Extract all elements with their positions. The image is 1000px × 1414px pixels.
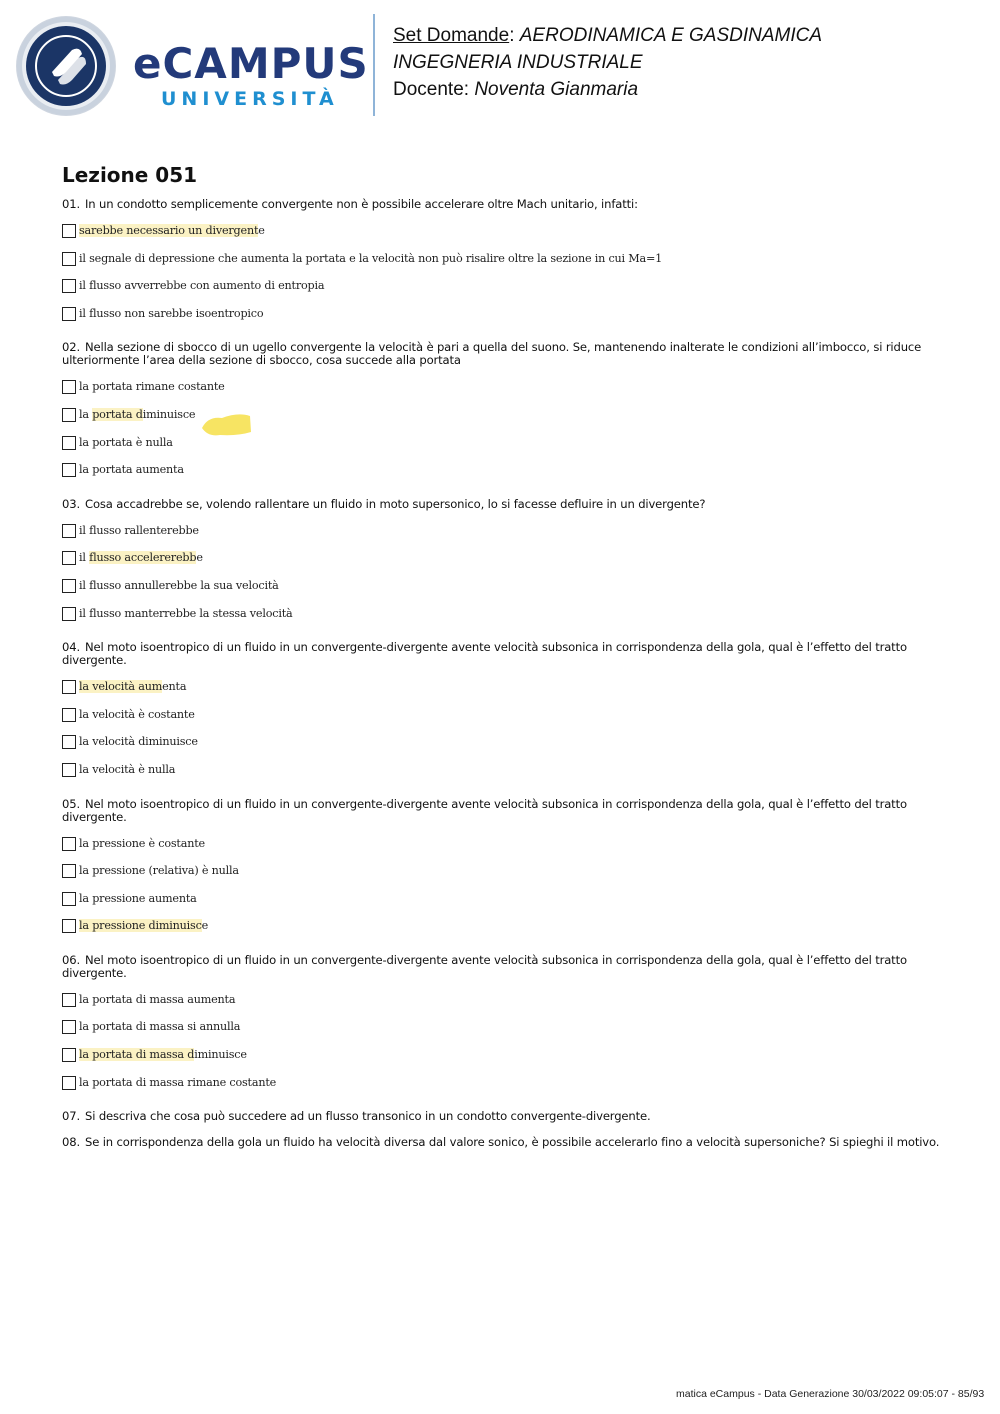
question-body: Nel moto isoentropico di un fluido in un convergente-divergente avente velocità subsonica in corrispondenza della gola, qual è l’effetto del tratto divergente. bbox=[62, 952, 907, 980]
answer-label bbox=[79, 524, 199, 538]
answer-label bbox=[79, 680, 186, 694]
answer-text-pre: il flusso rallenterebbe bbox=[79, 523, 199, 537]
brand-wordmark bbox=[133, 39, 369, 110]
answer-text-post: e bbox=[196, 551, 203, 565]
question-number: 04. bbox=[62, 640, 80, 655]
question-8 bbox=[62, 1136, 942, 1149]
header-line-degree bbox=[393, 49, 822, 76]
answer-text-pre: il flusso non sarebbe isoentropico bbox=[79, 306, 264, 320]
question-text bbox=[62, 198, 942, 211]
question-body: Nella sezione di sbocco di un ugello convergente la velocità è pari a quella del suono. Se, mantenendo inalterate le condizioni all’imbocco, si riduce ulteriormente l’area della sezione di sbocco, cosa succede alla portata bbox=[62, 340, 922, 368]
degree-name: INGEGNERIA INDUSTRIALE bbox=[393, 52, 643, 73]
question-text bbox=[62, 954, 942, 980]
answer-option[interactable] bbox=[62, 307, 942, 335]
question-number: 03. bbox=[62, 496, 80, 511]
answer-option[interactable] bbox=[62, 735, 942, 763]
answer-option[interactable] bbox=[62, 463, 942, 491]
question-body: Nel moto isoentropico di un fluido in un convergente-divergente avente velocità subsonica in corrispondenza della gola, qual è l’effetto del tratto divergente. bbox=[62, 640, 907, 668]
answer-option[interactable] bbox=[62, 408, 942, 436]
lesson-title: Lezione 051 bbox=[62, 163, 198, 187]
question-body: Cosa accadrebbe se, volendo rallentare un fluido in moto supersonico, lo si facesse defluire in un divergente? bbox=[85, 496, 706, 511]
answer-label bbox=[79, 837, 205, 851]
answer-option[interactable] bbox=[62, 680, 942, 708]
answer-label bbox=[79, 607, 292, 621]
answer-checkbox[interactable] bbox=[62, 307, 76, 321]
question-6 bbox=[62, 954, 942, 1103]
answer-text-post: e bbox=[201, 919, 209, 933]
answer-checkbox[interactable] bbox=[62, 579, 76, 593]
answer-option[interactable] bbox=[62, 551, 942, 579]
answer-option[interactable] bbox=[62, 919, 942, 947]
answer-label bbox=[79, 252, 662, 266]
answer-label bbox=[79, 763, 175, 777]
course-name: AERODINAMICA E GASDINAMICA bbox=[519, 25, 823, 46]
answer-label bbox=[79, 993, 235, 1007]
answer-label bbox=[79, 1048, 247, 1062]
question-body: Se in corrispondenza della gola un fluido ha velocità diversa dal valore sonico, è possibile accelerarlo fino a velocità supersoniche? Si spieghi il motivo. bbox=[85, 1135, 940, 1150]
answer-checkbox[interactable] bbox=[62, 735, 76, 749]
brand-subtitle: UNIVERSITÀ bbox=[161, 88, 339, 110]
answer-checkbox[interactable] bbox=[62, 408, 76, 422]
answer-label bbox=[79, 551, 203, 565]
question-1 bbox=[62, 198, 942, 334]
answer-option[interactable] bbox=[62, 524, 942, 552]
set-label: Set Domande bbox=[393, 25, 510, 46]
question-4 bbox=[62, 641, 942, 790]
answer-text-pre: la portata aumenta bbox=[79, 463, 184, 477]
answer-checkbox[interactable] bbox=[62, 1076, 76, 1090]
answer-option[interactable] bbox=[62, 837, 942, 865]
question-text bbox=[62, 1110, 942, 1123]
answer-text-pre: la portata di massa si annulla bbox=[79, 1020, 241, 1034]
answer-checkbox[interactable] bbox=[62, 224, 76, 238]
answer-checkbox[interactable] bbox=[62, 993, 76, 1007]
answer-option[interactable] bbox=[62, 763, 942, 791]
answer-text-pre: il flusso avverrebbe con aumento di entropia bbox=[79, 279, 325, 293]
question-body: Si descriva che cosa può succedere ad un flusso transonico in un condotto convergente-divergente. bbox=[85, 1109, 651, 1124]
set-separator: : bbox=[509, 25, 520, 46]
highlighter-mark bbox=[198, 410, 254, 438]
question-text bbox=[62, 498, 942, 511]
answer-option[interactable] bbox=[62, 708, 942, 736]
answer-checkbox[interactable] bbox=[62, 380, 76, 394]
answer-option[interactable] bbox=[62, 993, 942, 1021]
question-number: 05. bbox=[62, 796, 80, 811]
question-text bbox=[62, 1136, 942, 1149]
answer-text-pre: il flusso manterrebbe la stessa velocità bbox=[79, 606, 293, 620]
answer-text-pre: la pressione è costante bbox=[79, 836, 205, 850]
answer-text-pre: la velocità diminuisce bbox=[79, 735, 198, 749]
answer-text-pre: il bbox=[79, 551, 90, 565]
answer-text-post: iminuisce bbox=[194, 1048, 247, 1062]
page-header bbox=[0, 0, 1000, 130]
questions-list bbox=[62, 198, 942, 1149]
answer-option[interactable] bbox=[62, 892, 942, 920]
answer-text-post: enta bbox=[162, 680, 187, 694]
answer-text-post: e bbox=[258, 224, 265, 237]
answer-label bbox=[79, 708, 195, 722]
answer-checkbox[interactable] bbox=[62, 607, 76, 621]
question-text bbox=[62, 798, 942, 824]
answer-checkbox[interactable] bbox=[62, 864, 76, 878]
answer-option[interactable] bbox=[62, 224, 942, 252]
page-footer: matica eCampus - Data Generazione 30/03/2022 09:05:07 - 85/93 bbox=[676, 1388, 985, 1400]
answer-option[interactable] bbox=[62, 436, 942, 464]
answer-checkbox[interactable] bbox=[62, 837, 76, 851]
answer-label bbox=[79, 919, 208, 933]
answer-text-pre: la portata di massa rimane costante bbox=[79, 1075, 277, 1089]
answer-option[interactable] bbox=[62, 864, 942, 892]
question-body: In un condotto semplicemente convergente non è possibile accelerare oltre Mach unitario, infatti: bbox=[85, 197, 638, 211]
answer-option[interactable] bbox=[62, 1076, 942, 1104]
answer-label bbox=[79, 579, 279, 593]
answer-option[interactable] bbox=[62, 579, 942, 607]
answer-option[interactable] bbox=[62, 1048, 942, 1076]
answer-label bbox=[79, 307, 263, 321]
header-info bbox=[393, 22, 822, 103]
answer-text-post: iminuisce bbox=[142, 407, 196, 421]
answer-label bbox=[79, 735, 198, 749]
header-line-teacher bbox=[393, 76, 822, 103]
answer-checkbox[interactable] bbox=[62, 680, 76, 694]
seal-icon bbox=[16, 16, 116, 116]
answer-label bbox=[79, 224, 265, 238]
highlighted-text: la velocità aum bbox=[79, 680, 163, 694]
answer-label bbox=[79, 408, 195, 422]
answer-option[interactable] bbox=[62, 252, 942, 280]
answer-text-pre: la portata rimane costante bbox=[79, 380, 225, 394]
question-text bbox=[62, 641, 942, 667]
header-divider bbox=[373, 14, 375, 116]
answer-text-pre: la portata di massa aumenta bbox=[79, 992, 236, 1006]
answer-option[interactable] bbox=[62, 607, 942, 635]
question-5 bbox=[62, 798, 942, 947]
answer-checkbox[interactable] bbox=[62, 279, 76, 293]
question-text bbox=[62, 341, 942, 367]
answer-checkbox[interactable] bbox=[62, 252, 76, 266]
question-3 bbox=[62, 498, 942, 634]
answer-text-pre: la pressione aumenta bbox=[79, 891, 197, 905]
answer-label bbox=[79, 436, 173, 450]
question-number: 06. bbox=[62, 952, 80, 967]
highlighted-text: portata d bbox=[92, 407, 143, 421]
answer-text-pre: la portata è nulla bbox=[79, 435, 173, 449]
answer-checkbox[interactable] bbox=[62, 436, 76, 450]
answer-checkbox[interactable] bbox=[62, 708, 76, 722]
answer-checkbox[interactable] bbox=[62, 524, 76, 538]
answer-text-pre: la bbox=[79, 407, 93, 421]
question-number: 02. bbox=[62, 340, 80, 355]
answer-option[interactable] bbox=[62, 1020, 942, 1048]
answer-label bbox=[79, 864, 239, 878]
answer-checkbox[interactable] bbox=[62, 1048, 76, 1062]
answer-label bbox=[79, 463, 184, 477]
answer-text-pre: la velocità è nulla bbox=[79, 762, 176, 776]
question-body: Nel moto isoentropico di un fluido in un convergente-divergente avente velocità subsonica in corrispondenza della gola, qual è l’effetto del tratto divergente. bbox=[62, 796, 907, 824]
question-set bbox=[62, 162, 942, 1162]
answer-text-pre: il flusso annullerebbe la sua velocità bbox=[79, 578, 279, 592]
question-number: 01. bbox=[62, 197, 80, 211]
question-2 bbox=[62, 341, 942, 490]
answer-checkbox[interactable] bbox=[62, 463, 76, 477]
brand-name: eCAMPUS bbox=[133, 39, 369, 88]
question-7 bbox=[62, 1110, 942, 1123]
answer-text-pre: la pressione (relativa) è nulla bbox=[79, 864, 239, 878]
teacher-name: Noventa Gianmaria bbox=[474, 79, 639, 100]
answer-checkbox[interactable] bbox=[62, 892, 76, 906]
answer-option[interactable] bbox=[62, 380, 942, 408]
answer-label bbox=[79, 1020, 240, 1034]
highlighted-text: sarebbe necessario un divergent bbox=[79, 224, 259, 237]
answer-checkbox[interactable] bbox=[62, 1020, 76, 1034]
answer-label bbox=[79, 892, 197, 906]
ecampus-seal-logo bbox=[16, 16, 116, 116]
answer-checkbox[interactable] bbox=[62, 551, 76, 565]
answer-label bbox=[79, 1076, 276, 1090]
highlighted-text: la pressione diminuisc bbox=[79, 919, 202, 933]
highlighted-text: flusso accelererebb bbox=[89, 551, 197, 565]
question-number: 07. bbox=[62, 1109, 80, 1124]
question-number: 08. bbox=[62, 1135, 80, 1150]
header-line-course bbox=[393, 22, 822, 49]
answer-checkbox[interactable] bbox=[62, 763, 76, 777]
answer-option[interactable] bbox=[62, 279, 942, 307]
answer-text-pre: il segnale di depressione che aumenta la portata e la velocità non può risalire oltre la sezione in cui Ma=1 bbox=[79, 251, 663, 265]
answer-label bbox=[79, 380, 225, 394]
answer-label bbox=[79, 279, 324, 293]
teacher-label: Docente: bbox=[393, 79, 475, 100]
answer-checkbox[interactable] bbox=[62, 919, 76, 933]
answer-text-pre: la velocità è costante bbox=[79, 707, 195, 721]
highlighted-text: la portata di massa d bbox=[79, 1048, 195, 1062]
